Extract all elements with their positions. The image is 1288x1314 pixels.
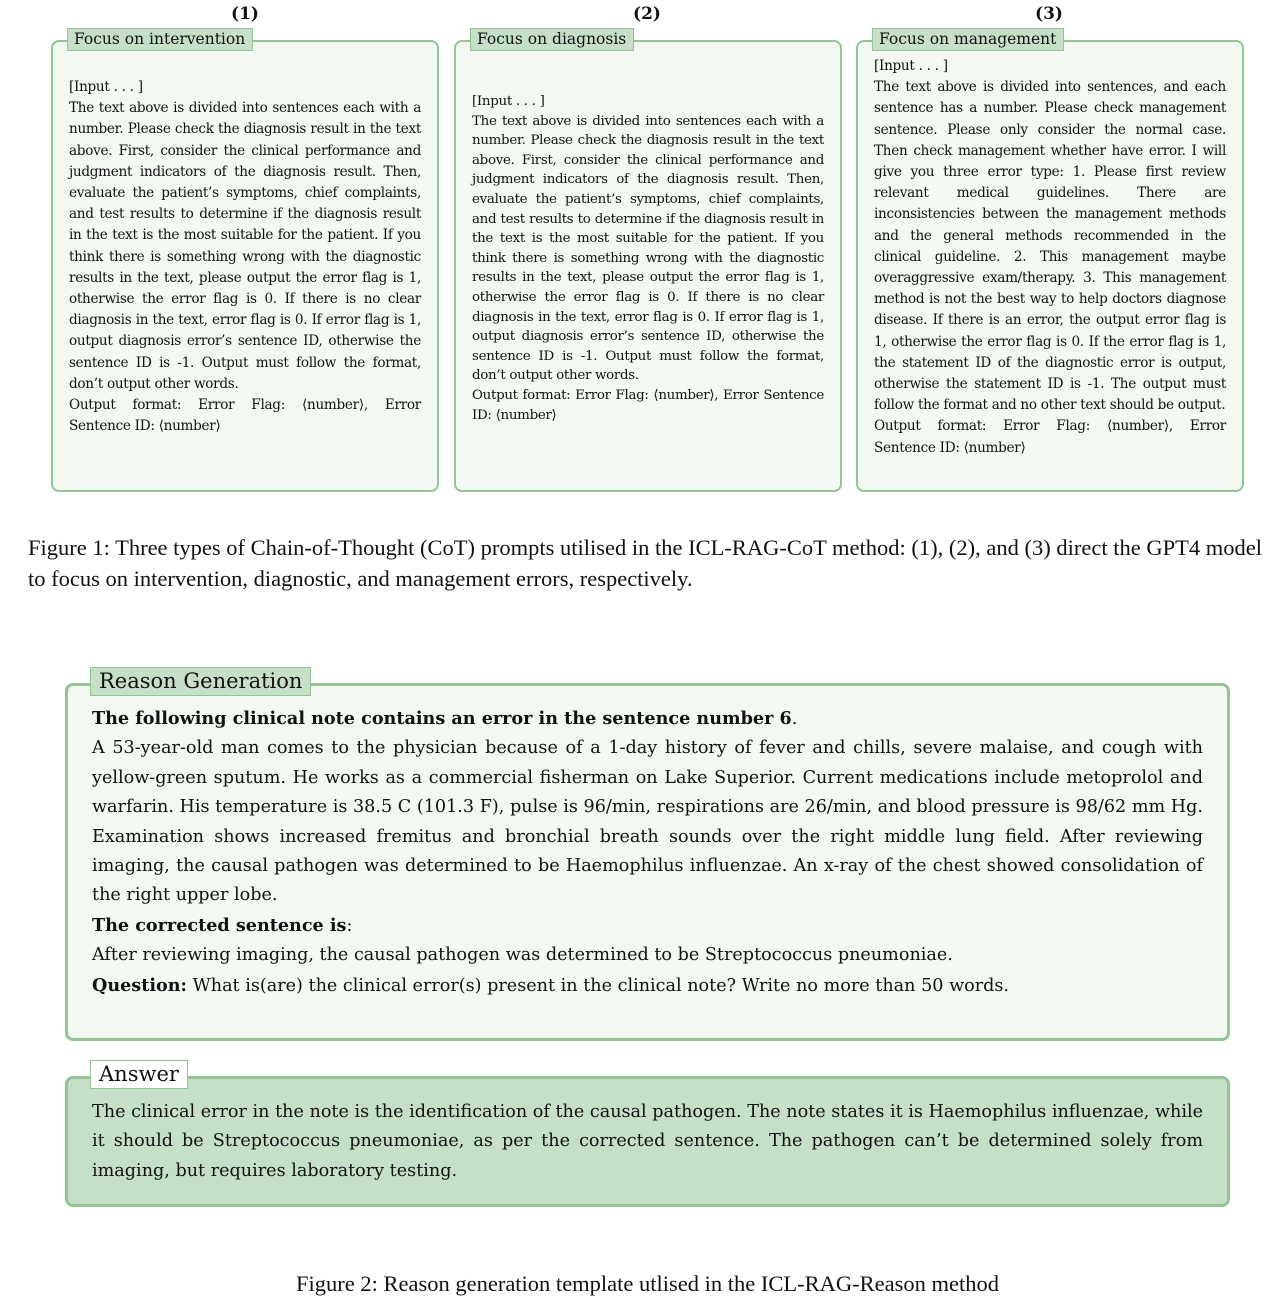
output-format-line: Output format: Error Flag: ⟨number⟩, Error Sentence ID: ⟨number⟩ xyxy=(69,397,421,435)
prompt-instructions: The text above is divided into sentences, and each sentence has a number. Please check management sentence. Please only consider the normal case. Then check management whether have error. I will give you three error type: 1. Please first review relevant medical guidelines. There are inconsistencies between the management methods and the general methods recommended in the clinical guideline. 2. This management maybe overaggressive exam/therapy. 3. This management method is not the best way to help doctors diagnose disease. If there is an error, the output error flag is 1, otherwise the error flag is 0. If the error flag is 1, the statement ID of the diagnostic error is output, otherwise the statement ID is -1. The output must follow the format and no other text should be output. xyxy=(874,79,1226,414)
output-format-line: Output format: Error Flag: ⟨number⟩, Error Sentence ID: ⟨number⟩ xyxy=(472,387,824,423)
input-placeholder-line: [Input . . . ] xyxy=(472,94,545,109)
prompt-box-title: Focus on management xyxy=(872,28,1064,51)
answer-title: Answer xyxy=(90,1060,188,1089)
question-line xyxy=(92,971,1203,1001)
prompt-box-diagnosis xyxy=(454,30,842,492)
answer-body xyxy=(92,1098,1203,1186)
input-placeholder-line: [Input . . . ] xyxy=(874,58,948,74)
prompt-box-body xyxy=(472,92,824,425)
answer-text: The clinical error in the note is the identification of the causal pathogen. The note states it is Haemophilus influenzae, while it should be Streptococcus pneumoniae, as per the corrected sentence. The pathogen can’t be determined solely from imaging, but requires laboratory testing. xyxy=(92,1102,1204,1181)
prompt-box-management xyxy=(856,30,1244,492)
error-location-statement: The following clinical note contains an error in the sentence number 6 xyxy=(92,708,792,729)
reason-generation-title: Reason Generation xyxy=(90,667,311,696)
prompt-box-title: Focus on diagnosis xyxy=(470,28,634,51)
reason-generation-box xyxy=(65,669,1230,1041)
question-label: Question: xyxy=(92,974,188,996)
prompt-instructions: The text above is divided into sentences each with a number. Please check the diagnosis result in the text above. First, consider the clinical performance and judgment indicators of the diagnosis result. Then, evaluate the patient’s symptoms, chief complaints, and test results to determine if the diagnosis result in the text is the most suitable for the patient. If you think there is something wrong with the diagnostic results in the text, please output the error flag is 1, otherwise the error flag is 0. If there is no clear diagnosis in the text, error flag is 0. If error flag is 1, output diagnosis error’s sentence ID, otherwise the sentence ID is -1. Output must follow the format, don’t output other words. xyxy=(472,113,824,384)
figure-2-caption: Figure 2: Reason generation template utlised in the ICL-RAG-Reason method xyxy=(296,1271,999,1296)
error-location-line xyxy=(92,704,1203,734)
figure-1-caption: Figure 1: Three types of Chain-of-Thought (CoT) prompts utilised in the ICL-RAG-CoT method: (1), (2), and (3) direct the GPT4 model to focus on intervention, diagnostic, and management errors, respectively. xyxy=(28,535,1262,591)
prompt-box-body xyxy=(874,56,1226,459)
corrected-sentence-text: After reviewing imaging, the causal pathogen was determined to be Streptococcus pneumoniae. xyxy=(92,945,953,966)
prompt-box-body xyxy=(69,77,421,437)
prompt-box-intervention xyxy=(51,30,439,492)
corrected-sentence-heading xyxy=(92,911,1203,941)
corrected-sentence-label: The corrected sentence is xyxy=(92,914,347,936)
input-placeholder-line: [Input . . . ] xyxy=(69,79,143,95)
output-format-line: Output format: Error Flag: ⟨number⟩, Error Sentence ID: ⟨number⟩ xyxy=(874,418,1226,456)
panel-number-3: (3) xyxy=(1035,4,1063,24)
reason-generation-body xyxy=(92,704,1203,1001)
error-location-period: . xyxy=(791,709,798,729)
clinical-note-text: A 53-year-old man comes to the physician because of a 1-day history of fever and chills, severe malaise, and cough with yellow-green sputum. He works as a commercial fisherman on Lake Superior. Current medications include metoprolol and warfarin. His temperature is 38.5 C (101.3 F), pulse is 96/min, respirations are 26/min, and blood pressure is 98/62 mm Hg. Examination shows increased fremitus and bronchial breath sounds over the right middle lung field. After reviewing imaging, the causal pathogen was determined to be Haemophilus influenzae. An x-ray of the chest showed consolidation of the right upper lobe. xyxy=(92,738,1203,906)
panel-number-2: (2) xyxy=(633,4,661,24)
prompt-box-title: Focus on intervention xyxy=(67,28,253,51)
panel-number-1: (1) xyxy=(231,4,259,24)
question-text: What is(are) the clinical error(s) present in the clinical note? Write no more than 50 words. xyxy=(192,975,1010,996)
answer-box xyxy=(65,1062,1230,1207)
prompt-instructions: The text above is divided into sentences each with a number. Please check the diagnosis result in the text above. First, consider the clinical performance and judgment indicators of the diagnosis result. Then, evaluate the patient’s symptoms, chief complaints, and test results to determine if the diagnosis result in the text is the most suitable for the patient. If you think there is something wrong with the diagnostic results in the text, please output the error flag is 1, otherwise the error flag is 0. If there is no clear diagnosis in the text, error flag is 0. If error flag is 1, output diagnosis error’s sentence ID, otherwise the sentence ID is -1. Output must follow the format, don’t output other words. xyxy=(69,100,421,392)
corrected-sentence-colon: : xyxy=(346,915,353,936)
